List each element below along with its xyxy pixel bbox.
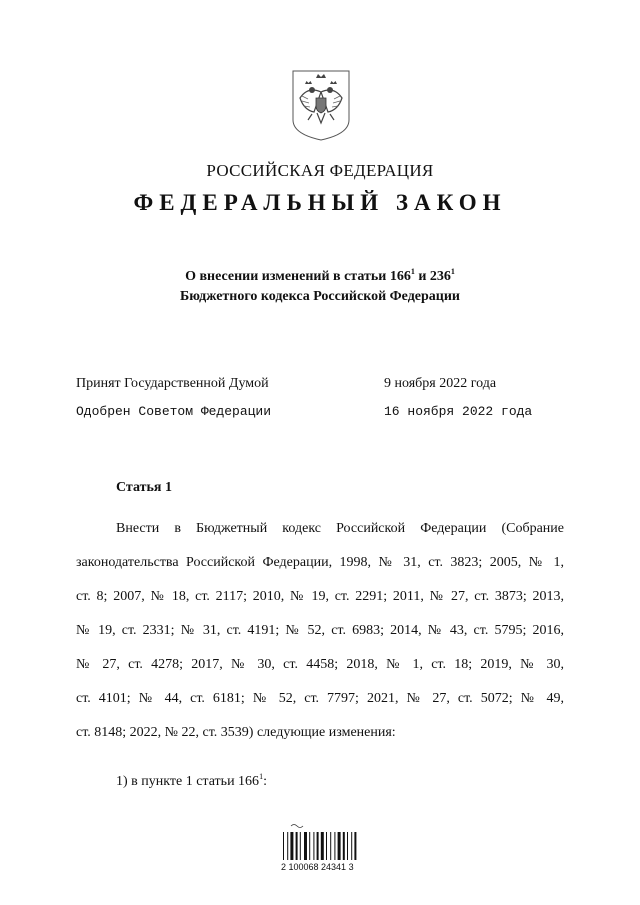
- law-title: [0, 267, 640, 307]
- country-name: РОССИЙСКАЯ ФЕДЕРАЦИЯ: [206, 161, 434, 180]
- body-line: ст. 8; 2007, № 18, ст. 2117; 2010, № 19, ст. 2291; 2011, № 27, ст. 3873; 2013,: [76, 589, 564, 604]
- body-line: Внести в Бюджетный кодекс Российской Федерации (Собрание: [116, 521, 564, 536]
- adoption-date: 16 ноября 2022 года: [384, 404, 533, 419]
- law-title-line-1: О внесении изменений в статьи $166^1$ и $236^1$: [185, 267, 455, 284]
- law-type-heading: ФЕДЕРАЛЬНЫЙ ЗАКОН: [133, 190, 507, 215]
- body-line: законодательства Российской Федерации, 1998, № 31, ст. 3823; 2005, № 1,: [76, 555, 564, 570]
- list-item-1: 1) в пункте 1 статьи $166^1$:: [116, 772, 267, 789]
- body-line: № 27, ст. 4278; 2017, № 30, ст. 4458; 2018, № 1, ст. 18; 2019, № 30,: [76, 657, 564, 672]
- barcode-number: 2 100068 24341 3: [281, 862, 354, 872]
- adoption-label: Одобрен Советом Федерации: [76, 404, 272, 419]
- adoption-label: Принят Государственной Думой: [76, 376, 269, 391]
- body-line: ст. 8148; 2022, № 22, ст. 3539) следующие изменения:: [76, 725, 396, 740]
- adoption-date: 9 ноября 2022 года: [384, 376, 497, 391]
- body-line: ст. 4101; № 44, ст. 6181; № 52, ст. 7797; 2021, № 27, ст. 5072; № 49,: [76, 691, 564, 706]
- article-body: [76, 512, 564, 750]
- coat-of-arms-emblem: [290, 68, 352, 142]
- article-heading: Статья 1: [116, 480, 172, 495]
- adoption-row-council: [76, 404, 546, 419]
- body-line: № 19, ст. 2331; № 31, ст. 4191; № 52, ст. 6983; 2014, № 43, ст. 5795; 2016,: [76, 623, 564, 638]
- adoption-row-duma: [76, 376, 546, 392]
- law-title-line-2: Бюджетного кодекса Российской Федерации: [179, 289, 460, 304]
